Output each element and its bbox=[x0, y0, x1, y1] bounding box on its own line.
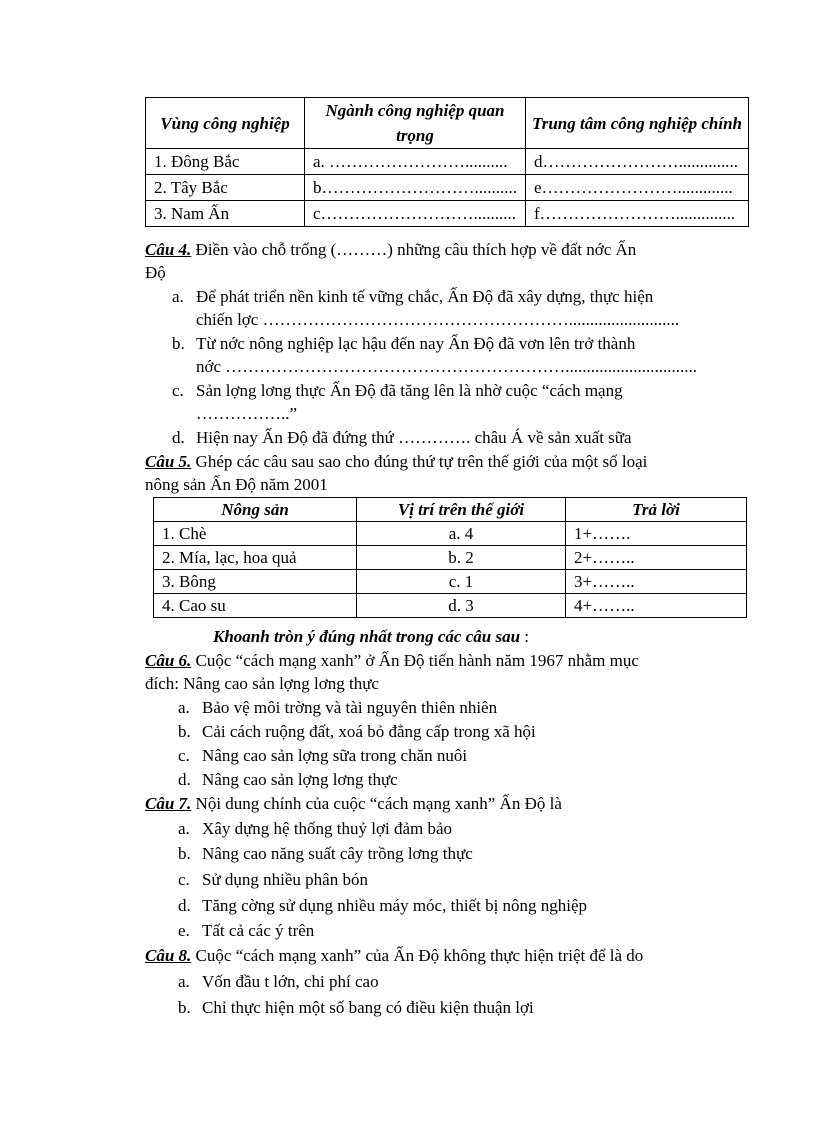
table-row bbox=[154, 522, 747, 546]
table-cell: d…………………….............. bbox=[526, 149, 749, 175]
column-header: Vùng công nghiệp bbox=[146, 98, 305, 149]
table-cell: a. 4 bbox=[357, 522, 566, 546]
option-label: a. bbox=[178, 972, 190, 991]
table-cell: c. 1 bbox=[357, 570, 566, 594]
table-cell: 3. Nam Ấn bbox=[146, 201, 305, 227]
question-label: Câu 8. bbox=[145, 946, 192, 965]
q6-option-a[interactable] bbox=[178, 697, 497, 719]
table-cell: 3+…….. bbox=[566, 570, 747, 594]
table-cell: f…………………….............. bbox=[526, 201, 749, 227]
option-text: Tất cả các ý trên bbox=[202, 921, 315, 940]
question-5-prompt-cont: nông sản Ấn Độ năm 2001 bbox=[145, 475, 328, 494]
question-text: Cuộc “cách mạng xanh” ở Ấn Độ tiến hành năm 1967 nhằm mục bbox=[191, 651, 639, 670]
option-text: Cải cách ruộng đất, xoá bỏ đẳng cấp trong xã hội bbox=[202, 722, 536, 741]
column-header: Trả lời bbox=[566, 498, 747, 522]
column-header: Nông sản bbox=[154, 498, 357, 522]
question-text: Ghép các câu sau sao cho đúng thứ tự trên thế giới của một số loại bbox=[191, 452, 648, 471]
question-label: Câu 4. bbox=[145, 240, 192, 259]
table-row bbox=[154, 546, 747, 570]
table-row bbox=[154, 594, 747, 618]
question-6-prompt bbox=[145, 650, 639, 672]
option-label: c. bbox=[178, 870, 190, 889]
table-cell: 2. Tây Bắc bbox=[146, 175, 305, 201]
item-text: Từ nớc nông nghiệp lạc hậu đến nay Ấn Độ đã vơn lên trở thành bbox=[196, 334, 636, 353]
option-label: b. bbox=[178, 844, 191, 863]
question-6-prompt-cont: đích: Nâng cao sản lợng lơng thực bbox=[145, 674, 379, 693]
item-label: a. bbox=[172, 287, 184, 306]
table-cell: c……………………….......... bbox=[305, 201, 526, 227]
table-cell: b. 2 bbox=[357, 546, 566, 570]
item-text: Để phát triển nền kinh tế vững chắc, Ấn Độ đã xây dựng, thực hiện bbox=[196, 287, 654, 306]
q4-item-b bbox=[172, 333, 635, 355]
table-cell: 4. Cao su bbox=[154, 594, 357, 618]
q8-option-a[interactable] bbox=[178, 971, 379, 993]
option-text: Sử dụng nhiều phân bón bbox=[202, 870, 368, 889]
table-header-row bbox=[146, 98, 749, 149]
option-text: Chỉ thực hiện một số bang có điều kiện thuận lợi bbox=[202, 998, 534, 1017]
option-label: d. bbox=[178, 896, 191, 915]
q7-option-d[interactable] bbox=[178, 895, 587, 917]
table-cell: d. 3 bbox=[357, 594, 566, 618]
question-8-prompt bbox=[145, 945, 643, 967]
q4-item-a-cont: chiến lợc ……………………………………………….......................... bbox=[196, 310, 680, 329]
instruction-suffix: : bbox=[520, 627, 530, 646]
option-text: Nâng cao năng suất cây trồng lơng thực bbox=[202, 844, 473, 863]
question-text: Cuộc “cách mạng xanh” của Ấn Độ không thực hiện triệt để là do bbox=[191, 946, 644, 965]
q4-item-b-cont: nớc ……………………………………………………............................... bbox=[196, 357, 698, 376]
option-label: b. bbox=[178, 998, 191, 1017]
q4-item-c-cont: ……………..” bbox=[196, 404, 298, 423]
table-row bbox=[146, 175, 749, 201]
item-text: Hiện nay Ấn Độ đã đứng thứ …………. châu Á về sản xuất sữa bbox=[196, 428, 632, 447]
industrial-regions-table bbox=[145, 97, 749, 227]
option-label: e. bbox=[178, 921, 190, 940]
question-text: Nội dung chính của cuộc “cách mạng xanh” Ấn Độ là bbox=[191, 794, 562, 813]
question-label: Câu 7. bbox=[145, 794, 192, 813]
option-label: a. bbox=[178, 819, 190, 838]
option-text: Tăng cờng sử dụng nhiều máy móc, thiết bị nông nghiệp bbox=[202, 896, 588, 915]
question-text: Điền vào chỗ trống (………) những câu thích hợp về đất nớc Ấn bbox=[191, 240, 637, 259]
table-cell: 4+…….. bbox=[566, 594, 747, 618]
q7-option-b[interactable] bbox=[178, 843, 473, 865]
table-row bbox=[146, 201, 749, 227]
q6-option-c[interactable] bbox=[178, 745, 467, 767]
option-text: Vốn đầu t lớn, chi phí cao bbox=[202, 972, 379, 991]
option-text: Nâng cao sản lợng lơng thực bbox=[202, 770, 398, 789]
column-header: Ngành công nghiệp quan trọng bbox=[305, 98, 526, 149]
agricultural-products-table bbox=[153, 497, 747, 618]
column-header: Vị trí trên thế giới bbox=[357, 498, 566, 522]
table-cell: e……………………............. bbox=[526, 175, 749, 201]
option-text: Xây dựng hệ thống thuỷ lợi đảm bảo bbox=[202, 819, 453, 838]
q4-item-a bbox=[172, 286, 653, 308]
instruction-text: Khoanh tròn ý đúng nhất trong các câu sau bbox=[213, 627, 521, 646]
instruction-heading bbox=[213, 626, 529, 648]
option-label: a. bbox=[178, 698, 190, 717]
table-cell: 1+……. bbox=[566, 522, 747, 546]
table-cell: 3. Bông bbox=[154, 570, 357, 594]
table-cell: b……………………….......... bbox=[305, 175, 526, 201]
question-4-prompt bbox=[145, 239, 636, 261]
table-cell: 1. Đông Bắc bbox=[146, 149, 305, 175]
option-label: c. bbox=[178, 746, 190, 765]
q4-item-d bbox=[172, 427, 632, 449]
q6-option-b[interactable] bbox=[178, 721, 536, 743]
item-label: b. bbox=[172, 334, 185, 353]
table-row bbox=[154, 570, 747, 594]
q4-item-c bbox=[172, 380, 623, 402]
question-5-prompt bbox=[145, 451, 647, 473]
option-label: d. bbox=[178, 770, 191, 789]
q6-option-d[interactable] bbox=[178, 769, 398, 791]
option-label: b. bbox=[178, 722, 191, 741]
question-4-prompt-cont: Độ bbox=[145, 263, 166, 282]
option-text: Nâng cao sản lợng sữa trong chăn nuôi bbox=[202, 746, 468, 765]
q7-option-e[interactable] bbox=[178, 920, 314, 942]
item-label: d. bbox=[172, 428, 185, 447]
table-cell: 2+…….. bbox=[566, 546, 747, 570]
table-cell: 2. Mía, lạc, hoa quả bbox=[154, 546, 357, 570]
table-row bbox=[146, 149, 749, 175]
q7-option-a[interactable] bbox=[178, 818, 452, 840]
item-label: c. bbox=[172, 381, 184, 400]
option-text: Bảo vệ môi trờng và tài nguyên thiên nhiên bbox=[202, 698, 498, 717]
question-7-prompt bbox=[145, 793, 562, 815]
item-text: Sản lợng lơng thực Ấn Độ đã tăng lên là nhờ cuộc “cách mạng bbox=[196, 381, 623, 400]
table-header-row bbox=[154, 498, 747, 522]
table-cell: a. …………………….......... bbox=[305, 149, 526, 175]
column-header: Trung tâm công nghiệp chính bbox=[526, 98, 749, 149]
question-label: Câu 5. bbox=[145, 452, 192, 471]
q8-option-b[interactable] bbox=[178, 997, 534, 1019]
q7-option-c[interactable] bbox=[178, 869, 368, 891]
question-label: Câu 6. bbox=[145, 651, 192, 670]
table-cell: 1. Chè bbox=[154, 522, 357, 546]
